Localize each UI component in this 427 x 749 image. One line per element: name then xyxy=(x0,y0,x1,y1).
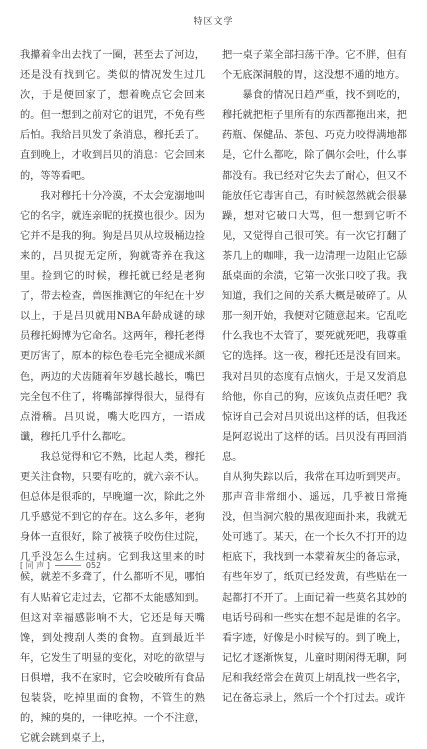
section-title: 特区文学 xyxy=(193,17,234,27)
paragraph: 我总觉得和它不熟，比起人类，穆托更关注食物，只要有吃的，就六亲不认。但总体是很乖的，早晚遛一次，除此之外几乎感觉不到它的存在。这么多年，老狗身体一直很好，除了被筷子咬伤住过院，几乎没怎么生过病。它到我这里来的时候，就差不多聋了，什么都听不见，哪怕有人贴着它走过去，它都不太能感知到。但这对幸福感影响不大，它还是每天嘴馋，到处搜刮人类的食物。直到最近半年，它发生了明显的变化，对吃的欲望与日俱增，我不在家时，它会咬破所有食品包装袋，吃掉里面的食物，不管生的熟的，辣的臭的，一律吃掉。一个不注意，它就会跳到桌子上， xyxy=(20,451,205,745)
paragraph: 我攥着伞出去找了一圈，甚至去了河边，还是没有找到它。类似的情况发生过几次，于是便回家了，想着晚点它会回来的。但一想到之前对它的诅咒，不免有些后怕。我给吕贝发了条消息，穆托丢了。直到晚上，才收到吕贝的消息：它会回来的，等等看吧。 xyxy=(20,50,205,182)
paragraph: 我对穆托十分冷漠，不太会宠溺地叫它的名字，就连亲昵的抚摸也很少。因为它并不是我的狗。狗是吕贝从垃圾桶边捡来的，吕贝捉无定所，狗就寄养在我这里。捡到它的时候，穆托就已经是老狗了，带去检查，兽医推测它的年纪在十岁以上，于是吕贝就用NBA年龄成谜的球员穆托姆博为它命名。这两年，穆托老得更厉害了，原本的棕色卷毛完全褪成米颜色，两边的犬齿随着年岁越长越长，嘴巴完全包不住了，将嘴部撑得很大，显得有点滑稽。吕贝说，嘴大吃四方，一语成谶，穆托几乎什么都吃。 xyxy=(20,190,205,443)
paragraph: 自从狗失踪以后，我常在耳边听到哭声。那声音非常细小、遥远，几乎被日常掩没，但当洞穴般的黑夜迎面扑来，我就无处可逃了。某天，在一个长久不打开的边柜底下，我找到一本蒙着灰尘的备忘录，有些年岁了，纸页已经发黄，有些贴在一起都打不开了。上面记着一些莫名其妙的电话号码和一些实在想不起是谁的名字。看字迹，好像是小时候写的。到了晚上，记忆才逐渐恢复，儿童时期闲得无聊，阿尼和我经常会在黄页上胡乱找一些名字，记在备忘录上，然后一个个打过去。或许 xyxy=(222,471,407,704)
page-number: 052 xyxy=(85,561,102,570)
footer-rule xyxy=(55,565,81,566)
magazine-name: [ 同 声 ] xyxy=(20,561,50,570)
paragraph: 暴食的情况日趋严重，找不到吃的，穆托就把柜子里所有的东西都拖出来，把药瓶、保健品、茶包、巧克力咬得满地都是，它什么都吃，除了偶尔会吐，什么事都没有。我已经对它失去了耐心，但又不能放任它毒害自己，有时候忽然就会很暴躁，想对它破口大骂，但一想到它听不见，又觉得自己很可笑。有一次它打翻了茶几上的咖啡，我一边清理一边阻止它舔舐桌面的余渍，它第一次张口咬了我。我知道，我们之间的关系大概是破碎了。从那一刻开始，我便对它随意起来。它乱吃什么我也不太管了，要死就死吧，我尊重它的选择。这一夜，穆托还是没有回来。我对吕贝的态度有点恼火，于是又发消息给他，你自己的狗，应该负点责任吧？我惊讶自己会对吕贝说出这样的话，但我还是阿忍说出了这样的话。吕贝没有再回消息。 xyxy=(222,90,407,463)
page-header xyxy=(0,0,427,40)
page-footer xyxy=(20,560,220,578)
right-column xyxy=(222,46,407,704)
paragraph: 把一桌子菜全部扫荡干净。它不胖，但有个无底深洞般的胃，这没想不通的地方。 xyxy=(222,50,407,82)
